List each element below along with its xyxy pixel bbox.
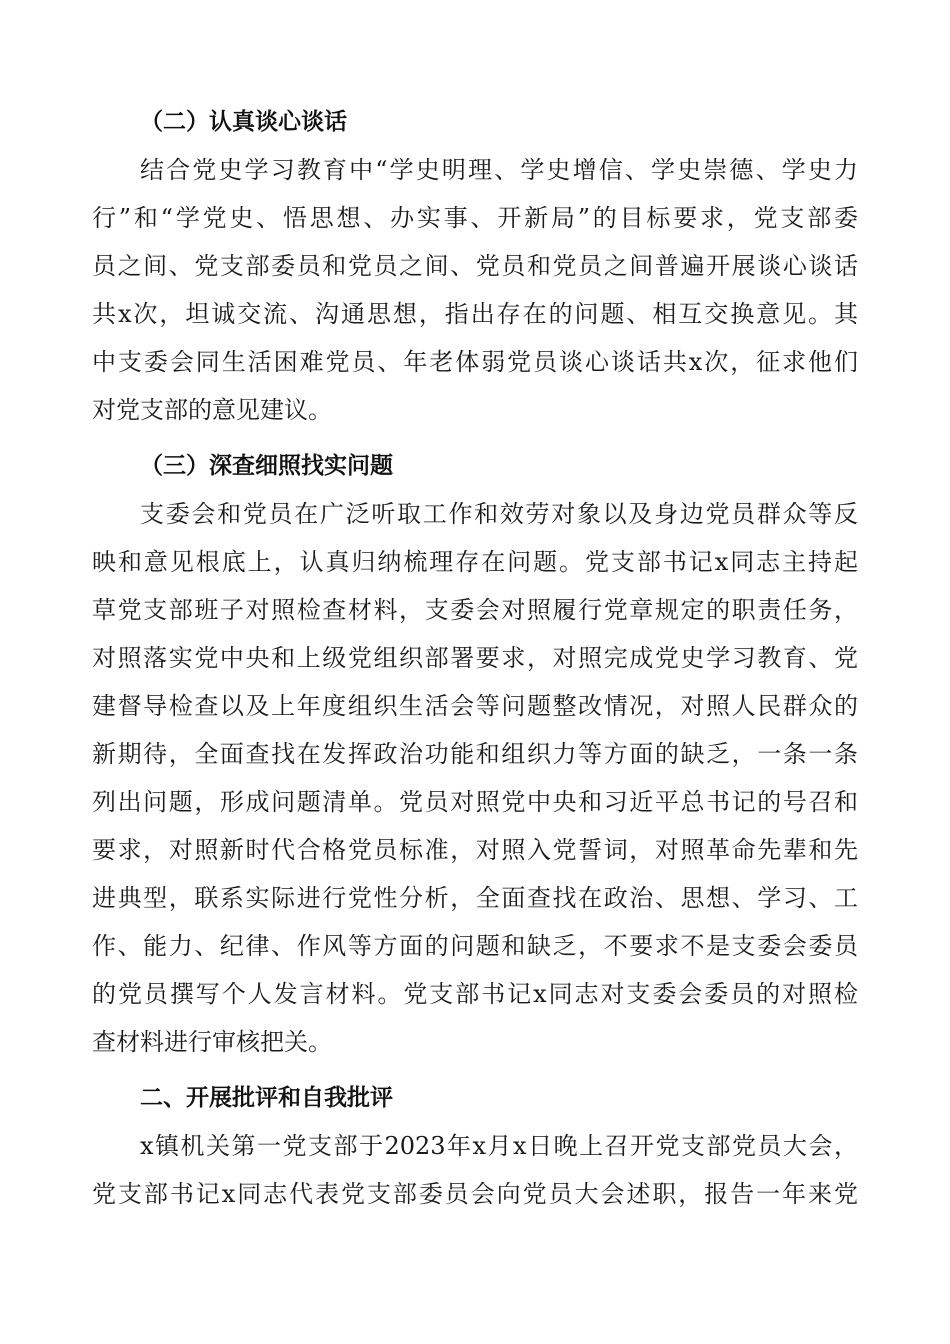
paragraph-line: 作、能力、纪律、作风等方面的问题和缺乏，不要求不是支委会委员 [92, 932, 858, 960]
section-heading-talks: （二）认真谈心谈话 [140, 109, 347, 135]
paragraph-line: 共x次，坦诚交流、沟通思想，指出存在的问题、相互交换意见。其 [92, 300, 858, 328]
paragraph-line: 新期待，全面查找在发挥政治功能和组织力等方面的缺乏，一条一条 [92, 740, 858, 768]
part-heading-criticism: 二、开展批评和自我批评 [140, 1085, 393, 1111]
paragraph-line: 进典型，联系实际进行党性分析，全面查找在政治、思想、学习、工 [92, 884, 858, 912]
paragraph-line: 对党支部的意见建议。 [92, 396, 332, 424]
paragraph-line: 对照落实党中央和上级党组织部署要求，对照完成党史学习教育、党 [92, 644, 858, 672]
paragraph-line: 员之间、党支部委员和党员之间、党员和党员之间普遍开展谈心谈话 [92, 252, 858, 280]
paragraph-line: 行”和“学党史、悟思想、办实事、开新局”的目标要求，党支部委 [92, 204, 858, 232]
paragraph-line: 查材料进行审核把关。 [92, 1028, 332, 1056]
paragraph-line: x镇机关第一党支部于2023年x月x日晚上召开党支部党员大会， [140, 1132, 858, 1160]
paragraph-line: 要求，对照新时代合格党员标准，对照入党誓词，对照革命先辈和先 [92, 836, 858, 864]
paragraph-line: 的党员撰写个人发言材料。党支部书记x同志对支委会委员的对照检 [92, 980, 858, 1008]
paragraph-line: 列出问题，形成问题清单。党员对照党中央和习近平总书记的号召和 [92, 788, 858, 816]
paragraph-line: 映和意见根底上，认真归纳梳理存在问题。党支部书记x同志主持起 [92, 548, 858, 576]
paragraph-line: 草党支部班子对照检查材料，支委会对照履行党章规定的职责任务， [92, 596, 858, 624]
paragraph-line: 支委会和党员在广泛听取工作和效劳对象以及身边党员群众等反 [140, 500, 858, 528]
paragraph-line: 建督导检查以及上年度组织生活会等问题整改情况，对照人民群众的 [92, 692, 858, 720]
paragraph-line: 党支部书记x同志代表党支部委员会向党员大会述职，报告一年来党 [92, 1180, 858, 1208]
paragraph-line: 中支委会同生活困难党员、年老体弱党员谈心谈话共x次，征求他们 [92, 348, 858, 376]
paragraph-line: 结合党史学习教育中“学史明理、学史增信、学史崇德、学史力 [140, 156, 858, 184]
section-heading-problems: （三）深查细照找实问题 [140, 453, 393, 479]
